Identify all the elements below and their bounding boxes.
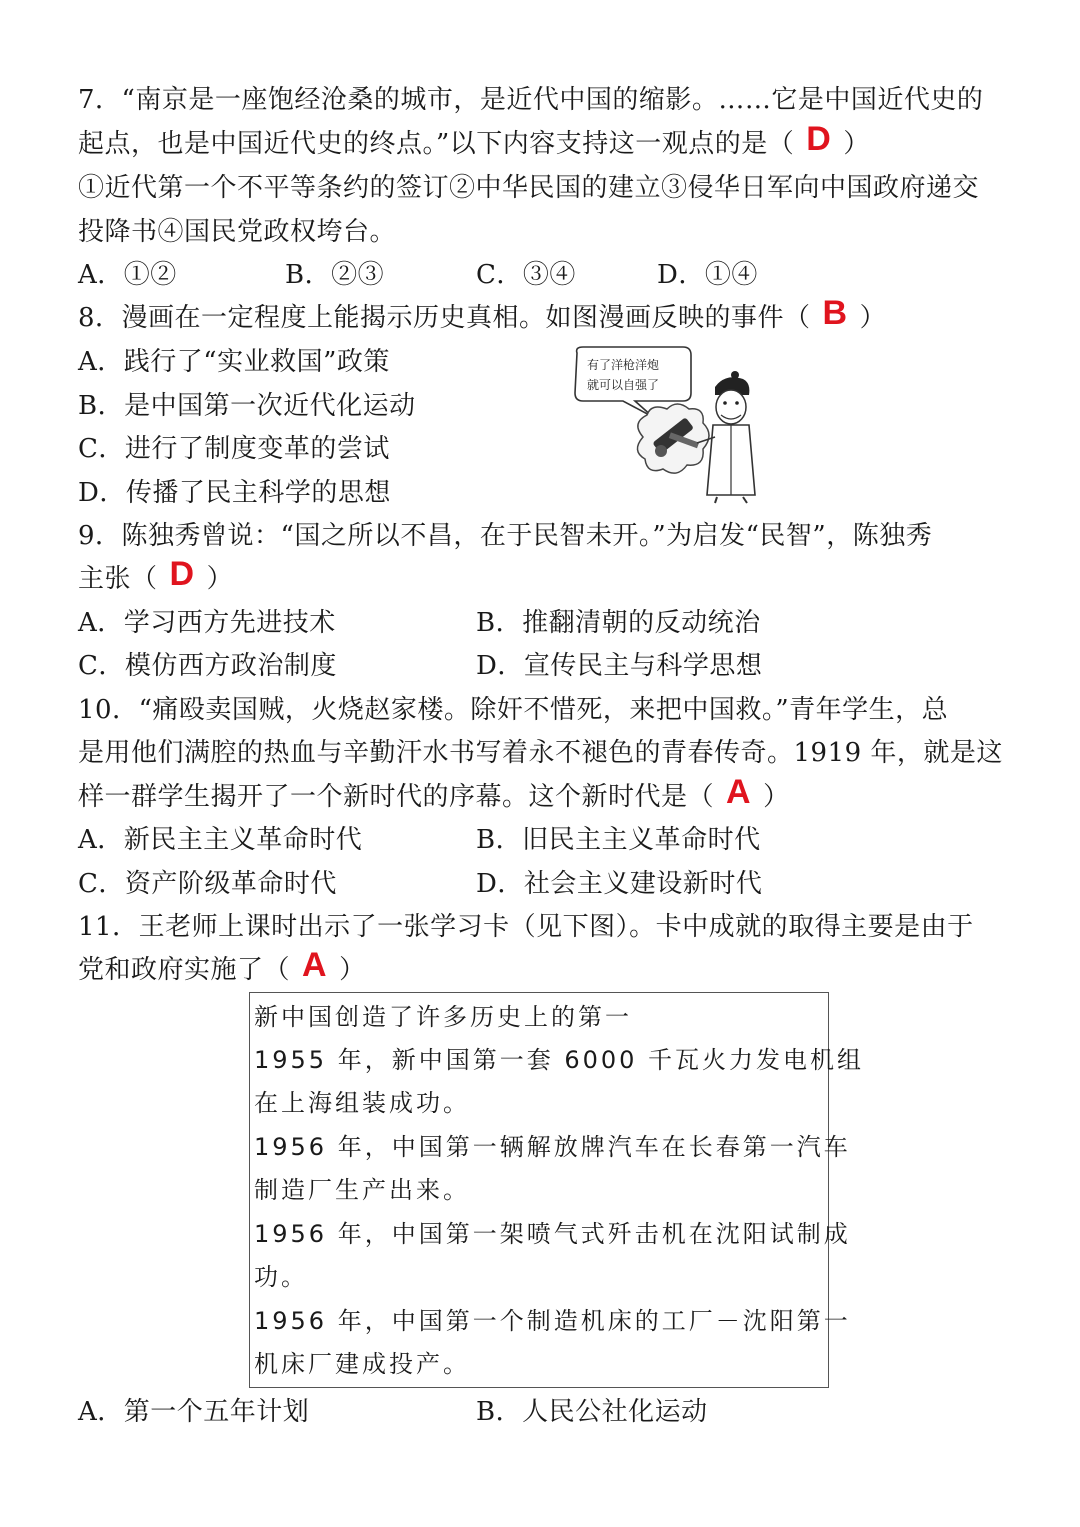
q7-option-d: D．①④ [657,260,758,290]
q8-option-d: D．传播了民主科学的思想 [78,478,391,508]
q10-answer: A [726,773,752,811]
q9-stem-line-1: 9．陈独秀曾说：“国之所以不昌，在于民智未开。”为启发“民智”，陈独秀 [78,521,933,551]
q9-option-c: C．模仿西方政治制度 [78,651,337,681]
q10-option-c: C．资产阶级革命时代 [78,869,337,899]
q10-stem-line-2: 是用他们满腔的热血与辛勤汗水书写着永不褪色的青春传奇。1919 年，就是这 [78,738,1003,768]
q8-option-c: C．进行了制度变革的尝试 [78,434,390,464]
q8-option-a: A．践行了“实业救国”政策 [78,347,390,377]
q11-option-a: A．第一个五年计划 [78,1397,310,1427]
study-card [249,992,865,1388]
q11-option-b: B．人民公社化运动 [476,1397,708,1427]
q8-close-paren: ） [859,303,886,333]
card-line-4: 1956 年，中国第一辆解放牌汽车在长春第一汽车 [254,1133,851,1161]
q7-close-paren: ） [843,129,870,159]
card-line-5: 制造厂生产出来。 [254,1176,470,1204]
q10-close-paren: ） [763,782,790,812]
q9-stem-text: 主张（ [78,564,158,594]
q9-answer: D [169,555,195,593]
q9-close-paren: ） [206,564,233,594]
q11-close-paren: ） [339,955,366,985]
q7-option-a: A．①② [78,260,177,290]
q10-stem-line-3 [78,775,789,819]
q7-items-line-1: ①近代第一个不平等条约的签订②中华民国的建立③侵华日军向中国政府递交 [78,173,980,203]
card-line-1: 新中国创造了许多历史上的第一 [254,1003,632,1031]
q8-stem-text: 8．漫画在一定程度上能揭示历史真相。如图漫画反映的事件（ [78,303,811,333]
q7-stem-line-1: 7．“南京是一座饱经沧桑的城市，是近代中国的缩影。……它是中国近代史的 [78,85,984,115]
card-line-6: 1956 年，中国第一架喷气式歼击机在沈阳试制成 [254,1220,851,1248]
card-line-7: 功。 [254,1263,308,1291]
q11-answer: A [302,946,328,984]
q7-option-b: B．②③ [285,260,385,290]
q10-stem-text: 样一群学生揭开了一个新时代的序幕。这个新时代是（ [78,782,715,812]
q9-option-d: D．宣传民主与科学思想 [476,651,763,681]
q10-stem-line-1: 10．“痛殴卖国贼，火烧赵家楼。除奸不惜死，来把中国救。”青年学生，总 [78,695,949,725]
q7-stem-text: 起点，也是中国近代史的终点。”以下内容支持这一观点的是（ [78,129,795,159]
q8-stem [78,296,886,340]
q9-stem-line-2 [78,557,233,601]
bubble-text-line-1: 有了洋枪洋炮 [587,358,660,372]
card-line-3: 在上海组装成功。 [254,1089,470,1117]
q10-option-b: B．旧民主主义革命时代 [476,825,761,855]
q7-stem-line-2 [78,122,869,166]
q9-option-b: B．推翻清朝的反动统治 [476,608,761,638]
card-line-2: 1955 年，新中国第一套 6000 千瓦火力发电机组 [254,1046,865,1074]
q10-option-a: A．新民主主义革命时代 [78,825,363,855]
cartoon-illustration [565,345,775,505]
card-line-8: 1956 年，中国第一个制造机床的工厂－沈阳第一 [254,1307,851,1335]
q10-option-d: D．社会主义建设新时代 [476,869,763,899]
q11-stem-text: 党和政府实施了（ [78,955,291,985]
q8-option-b: B．是中国第一次近代化运动 [78,391,416,421]
q7-option-c: C．③④ [476,260,576,290]
q11-stem-line-2 [78,948,365,992]
q7-items-line-2: 投降书④国民党政权垮台。 [78,217,397,247]
bubble-text-line-2: 就可以自强了 [587,378,660,392]
q9-option-a: A．学习西方先进技术 [78,608,336,638]
q8-answer: B [822,294,848,332]
card-line-9: 机床厂建成投产。 [254,1350,470,1378]
q11-stem-line-1: 11．王老师上课时出示了一张学习卡（见下图）。卡中成就的取得主要是由于 [78,912,974,942]
q7-answer: D [806,120,832,158]
